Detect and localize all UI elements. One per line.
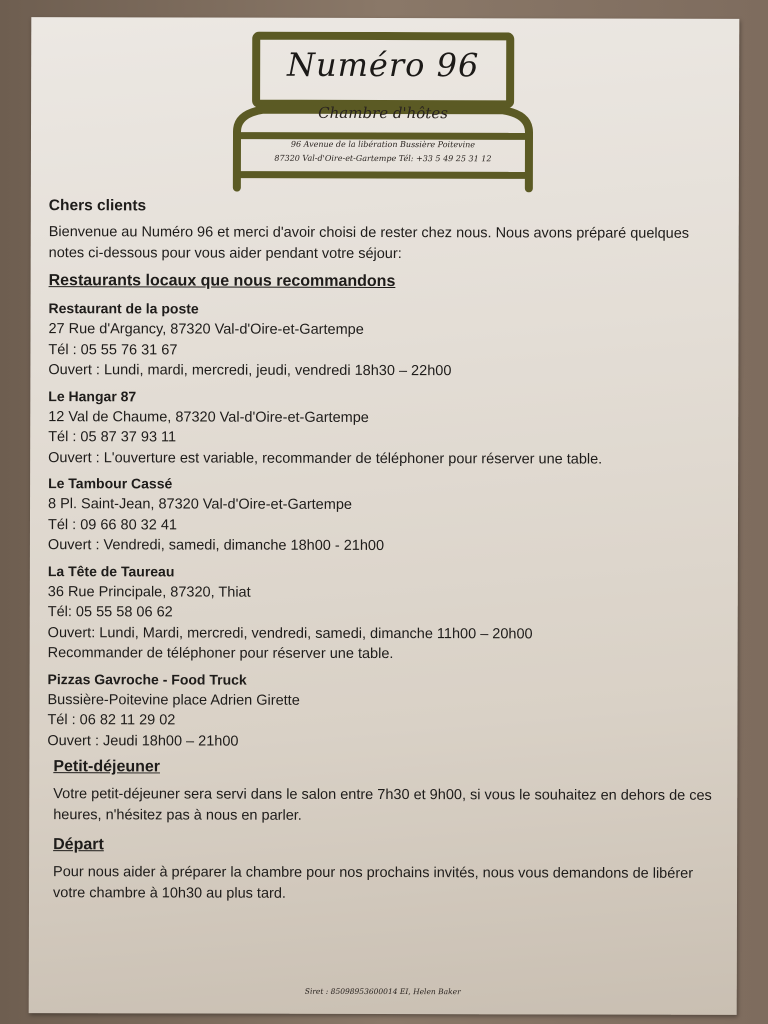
restaurant-hours: Ouvert : L'ouverture est variable, recommander de téléphoner pour réserver une table. bbox=[48, 449, 603, 468]
logo-contact: 87320 Val-d'Oire-et-Gartempe Tél: +33 5 49 25 31 12 bbox=[274, 153, 492, 164]
logo-address: 96 Avenue de la libération Bussière Poitevine bbox=[290, 139, 476, 150]
restaurant-phone: Tél : 05 87 37 93 11 bbox=[48, 429, 177, 446]
restaurant-hours: Ouvert : Vendredi, samedi, dimanche 18h00 - 21h00 bbox=[47, 537, 385, 555]
restaurant-name: Le Hangar 87 bbox=[48, 387, 137, 404]
restaurant-address: 8 Pl. Saint-Jean, 87320 Val-d'Oire-et-Gartempe bbox=[48, 496, 352, 513]
restaurant-entry bbox=[48, 473, 718, 557]
restaurant-name: Le Tambour Cassé bbox=[48, 475, 173, 492]
logo-title: Numéro 96 bbox=[286, 45, 480, 85]
restaurant-address: 36 Rue Principale, 87320, Thiat bbox=[47, 583, 251, 601]
restaurant-entry bbox=[48, 561, 718, 666]
guesthouse-logo bbox=[229, 32, 537, 193]
restaurant-hours: Ouvert : Jeudi 18h00 – 21h00 bbox=[47, 732, 239, 750]
logo-subtitle: Chambre d'hôtes bbox=[318, 103, 448, 123]
restaurant-phone: Tél : 05 55 76 31 67 bbox=[48, 341, 178, 358]
restaurant-phone: Tél: 05 55 58 06 62 bbox=[47, 604, 173, 621]
restaurant-hours: Ouvert: Lundi, Mardi, mercredi, vendredi, samedi, dimanche 11h00 – 20h00 bbox=[47, 624, 533, 642]
restaurant-entry bbox=[48, 386, 718, 470]
breakfast-heading: Petit-déjeuner bbox=[53, 758, 161, 776]
departure-text: Pour nous aider à préparer la chambre pour nos prochains invités, nous vous demandons de libérer votre chambre à 10h30 au plus tard. bbox=[52, 864, 694, 902]
printed-notice-sheet bbox=[29, 17, 740, 1015]
restaurant-hours: Ouvert : Lundi, mardi, mercredi, jeudi, vendredi 18h30 – 22h00 bbox=[48, 362, 452, 380]
restaurant-note: Recommander de téléphoner pour réserver une table. bbox=[47, 645, 394, 663]
restaurant-address: Bussière-Poitevine place Adrien Girette bbox=[47, 691, 300, 709]
restaurant-name: La Tête de Taureau bbox=[47, 562, 175, 579]
departure-heading: Départ bbox=[53, 836, 104, 854]
restaurant-entry bbox=[47, 669, 717, 753]
notice-body bbox=[47, 195, 719, 914]
breakfast-text: Votre petit-déjeuner sera servi dans le salon entre 7h30 et 9h00, si vous le souhaitez en dehors de ces heures, n'hésitez pas à nous en parler. bbox=[53, 786, 712, 824]
restaurant-address: 27 Rue d'Argancy, 87320 Val-d'Oire-et-Gartempe bbox=[48, 321, 364, 338]
greeting: Chers clients bbox=[48, 197, 147, 215]
restaurant-phone: Tél : 06 82 11 29 02 bbox=[47, 712, 176, 729]
footer-siret: Siret : 85098953600014 EI, Helen Baker bbox=[304, 986, 461, 997]
restaurant-phone: Tél : 09 66 80 32 41 bbox=[47, 516, 177, 533]
restaurants-heading: Restaurants locaux que nous recommandons bbox=[48, 272, 396, 291]
restaurant-name: Restaurant de la poste bbox=[48, 300, 199, 317]
restaurant-name: Pizzas Gavroche - Food Truck bbox=[47, 670, 247, 688]
intro-paragraph: Bienvenue au Numéro 96 et merci d'avoir choisi de rester chez nous. Nous avons préparé quelques notes ci-dessous pour vous aider pendant votre séjour: bbox=[48, 224, 690, 263]
restaurant-address: 12 Val de Chaume, 87320 Val-d'Oire-et-Gartempe bbox=[48, 408, 369, 426]
restaurant-entry bbox=[48, 298, 718, 382]
